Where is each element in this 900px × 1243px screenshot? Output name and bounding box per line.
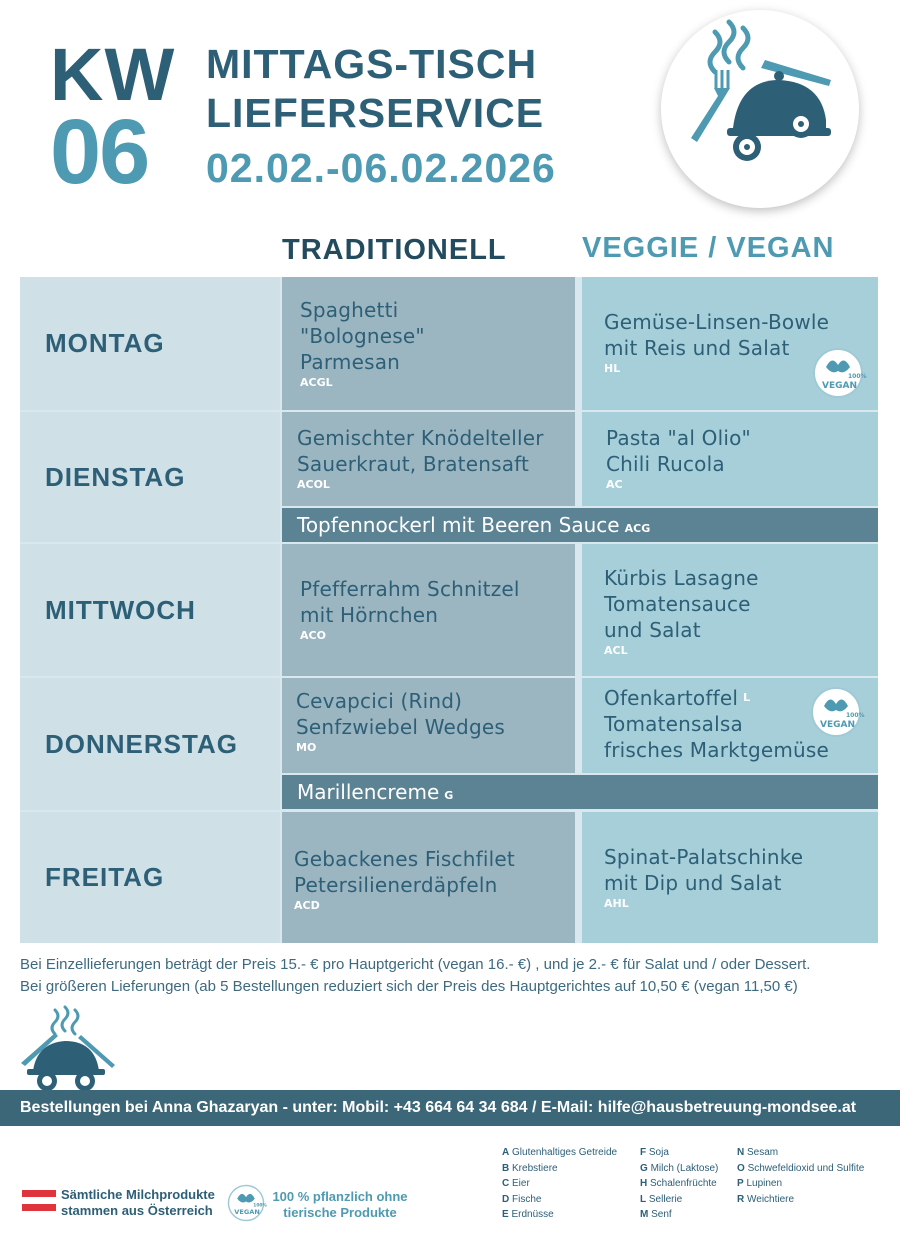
plant-line-1: 100 % pflanzlich ohne xyxy=(272,1189,408,1204)
dish-line: Chili Rucola xyxy=(606,452,725,476)
dish-line: Sauerkraut, Bratensaft xyxy=(297,452,530,476)
dish-line: Spinat-Palatschinke xyxy=(604,845,804,869)
day-label: MITTWOCH xyxy=(20,544,280,676)
food-delivery-icon xyxy=(661,10,859,208)
svg-text:VEGAN: VEGAN xyxy=(822,381,857,391)
calendar-week xyxy=(50,33,200,203)
dish-line: Cevapcici (Rind) xyxy=(296,689,463,713)
kw-number: 06 xyxy=(50,101,149,203)
legend-item: C Eier xyxy=(502,1178,530,1189)
dish-line: Tomatensalsa xyxy=(604,712,743,736)
dish-line: Tomatensauce xyxy=(604,592,751,616)
legend-item: R Weichtiere xyxy=(737,1193,795,1205)
legend-item: D Fische xyxy=(502,1193,542,1205)
vegan-badge-icon xyxy=(227,1184,265,1222)
menu-table xyxy=(20,277,878,943)
legend-item: B Krebstiere xyxy=(502,1162,558,1174)
dessert-bar xyxy=(282,508,878,542)
dish-traditional xyxy=(282,678,575,773)
title-line-2: LIEFERSERVICE xyxy=(206,90,545,136)
allergen-codes: L xyxy=(743,691,751,704)
day-row-friday xyxy=(20,812,878,943)
dessert-name: Marillencreme xyxy=(297,780,440,804)
dish-veggie xyxy=(582,412,878,506)
allergen-legend-col-3 xyxy=(737,1145,864,1207)
page-title xyxy=(206,40,544,138)
legend-item: E Erdnüsse xyxy=(502,1209,554,1220)
dish-line: Gebackenes Fischfilet xyxy=(294,847,515,871)
dish-line: Gemüse-Linsen-Bowle xyxy=(604,310,830,334)
order-contact-bar: Bestellungen bei Anna Ghazaryan - unter: Mobil: +43 664 64 34 684 / E-Mail: hilfe@hausbetreuung-mondsee.at xyxy=(0,1090,900,1126)
allergen-codes: ACO xyxy=(300,629,326,642)
austria-flag-icon xyxy=(22,1190,56,1211)
dish-traditional xyxy=(282,412,575,506)
dish-traditional xyxy=(282,544,575,676)
day-label: DIENSTAG xyxy=(20,412,280,542)
day-label: FREITAG xyxy=(20,812,280,943)
kw-label: KW xyxy=(50,33,176,116)
legend-item: M Senf xyxy=(640,1209,672,1220)
milk-line-1: Sämtliche Milchprodukte xyxy=(61,1187,215,1202)
legend-item: N Sesam xyxy=(737,1147,779,1158)
dish-traditional xyxy=(282,812,575,943)
allergen-codes: ACOL xyxy=(297,478,330,491)
dish-line: Parmesan xyxy=(300,350,401,374)
day-row-tuesday xyxy=(20,412,878,542)
allergen-codes: ACGL xyxy=(300,376,333,389)
allergen-codes: HL xyxy=(604,362,621,375)
vegan-badge-icon xyxy=(810,686,865,738)
vegan-badge-icon xyxy=(812,347,867,399)
allergen-legend-col-2 xyxy=(640,1145,718,1223)
svg-text:VEGAN: VEGAN xyxy=(234,1207,260,1216)
svg-text:VEGAN: VEGAN xyxy=(820,720,855,730)
dish-line: mit Hörnchen xyxy=(300,603,439,627)
plant-based-note xyxy=(266,1189,414,1221)
legend-item: H Schalenfrüchte xyxy=(640,1178,717,1189)
allergen-codes: MO xyxy=(296,741,317,754)
date-range: 02.02.-06.02.2026 xyxy=(206,145,556,191)
dessert-bar xyxy=(282,775,878,809)
delivery-logo xyxy=(661,10,859,208)
dish-line: Spaghetti xyxy=(300,298,399,322)
dish-veggie xyxy=(582,277,878,410)
food-delivery-icon xyxy=(15,1005,120,1095)
dish-line: Pasta "al Olio" xyxy=(606,426,751,450)
allergen-codes: AC xyxy=(606,478,623,491)
price-note-1: Bei Einzellieferungen beträgt der Preis 15.- € pro Hauptgericht (vegan 16.- €) , und je 2.- € für Salat und / oder Dessert. xyxy=(20,956,811,973)
title-line-1: MITTAGS-TISCH xyxy=(206,41,538,87)
milk-origin-note xyxy=(61,1187,215,1219)
dish-line: Senfzwiebel Wedges xyxy=(296,715,505,739)
price-note-2: Bei größeren Lieferungen (ab 5 Bestellungen reduziert sich der Preis des Hauptgerichtes auf 10,50 € (vegan 11,50 €) xyxy=(20,978,798,995)
column-header-traditional: TRADITIONELL xyxy=(282,234,507,266)
dish-line: Pfefferrahm Schnitzel xyxy=(300,577,520,601)
allergen-codes: ACG xyxy=(624,522,651,535)
milk-line-2: stammen aus Österreich xyxy=(61,1203,213,1218)
allergen-codes: G xyxy=(444,789,454,802)
dish-line: "Bolognese" xyxy=(300,324,425,348)
dish-line: Gemischter Knödelteller xyxy=(297,426,544,450)
day-label: DONNERSTAG xyxy=(20,678,280,810)
allergen-codes: ACL xyxy=(604,644,628,657)
plant-line-2: tierische Produkte xyxy=(283,1205,397,1220)
price-notes xyxy=(20,954,810,998)
dish-line: und Salat xyxy=(604,618,701,642)
allergen-legend-col-1 xyxy=(502,1145,617,1223)
legend-item: F Soja xyxy=(640,1147,669,1158)
dish-veggie xyxy=(582,812,878,943)
allergen-codes: ACD xyxy=(294,899,320,912)
dish-line: mit Dip und Salat xyxy=(604,871,782,895)
dish-line: Kürbis Lasagne xyxy=(604,566,759,590)
day-row-thursday xyxy=(20,678,878,810)
column-header-veggie: VEGGIE / VEGAN xyxy=(582,232,835,264)
dessert-name: Topfennockerl mit Beeren Sauce xyxy=(297,513,620,537)
svg-text:100%: 100% xyxy=(253,1203,267,1209)
dish-veggie xyxy=(582,544,878,676)
svg-text:100%: 100% xyxy=(846,712,865,719)
dish-line: frisches Marktgemüse xyxy=(604,738,830,762)
legend-item: P Lupinen xyxy=(737,1178,783,1189)
allergen-codes: AHL xyxy=(604,897,629,910)
day-row-wednesday xyxy=(20,544,878,676)
legend-item: A Glutenhaltiges Getreide xyxy=(502,1147,618,1158)
dish-veggie xyxy=(582,678,878,773)
legend-item: L Sellerie xyxy=(640,1193,683,1205)
dish-line: mit Reis und Salat xyxy=(604,336,790,360)
dish-traditional xyxy=(282,277,575,410)
svg-text:100%: 100% xyxy=(848,373,867,380)
legend-item: O Schwefeldioxid und Sulfite xyxy=(737,1162,865,1174)
dish-line: Ofenkartoffel $^L$ xyxy=(604,686,751,710)
day-label: MONTAG xyxy=(20,277,280,410)
dish-line: Petersilienerdäpfeln xyxy=(294,873,498,897)
day-row-monday xyxy=(20,277,878,410)
legend-item: G Milch (Laktose) xyxy=(640,1162,719,1174)
